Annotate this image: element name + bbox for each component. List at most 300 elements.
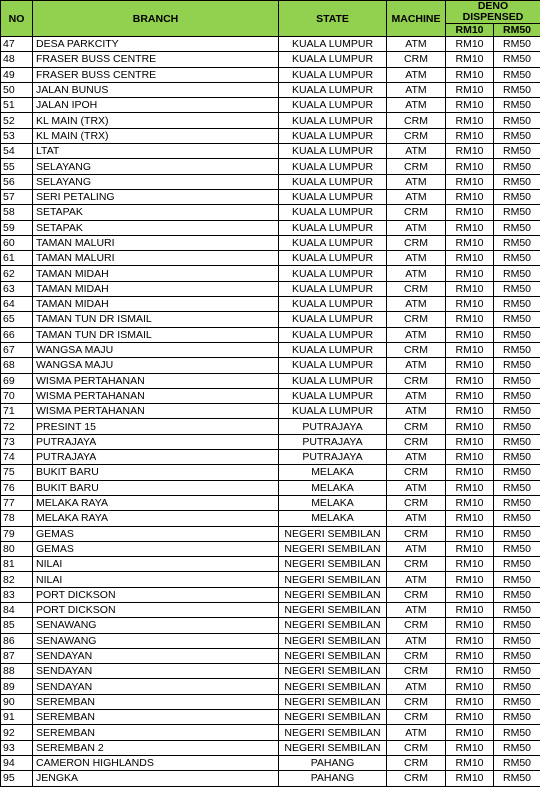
table-row	[1, 572, 540, 587]
cell-branch: SEREMBAN	[33, 725, 279, 740]
cell-machine: ATM	[387, 572, 446, 587]
cell-branch: PUTRAJAYA	[33, 450, 279, 465]
cell-branch: MELAKA RAYA	[33, 511, 279, 526]
table-row	[1, 144, 540, 159]
cell-branch: WANGSA MAJU	[33, 358, 279, 373]
table-row	[1, 633, 540, 648]
table-row	[1, 52, 540, 67]
table-row	[1, 404, 540, 419]
cell-branch: BUKIT BARU	[33, 465, 279, 480]
cell-machine: CRM	[387, 618, 446, 633]
table-row	[1, 618, 540, 633]
table-row	[1, 113, 540, 128]
table-row	[1, 648, 540, 663]
cell-no: 71	[1, 404, 33, 419]
cell-branch: SETAPAK	[33, 220, 279, 235]
cell-branch: TAMAN MALURI	[33, 251, 279, 266]
table-row	[1, 755, 540, 770]
cell-state: PUTRAJAYA	[279, 434, 387, 449]
table-row	[1, 128, 540, 143]
cell-state: NEGERI SEMBILAN	[279, 664, 387, 679]
table-body	[1, 37, 540, 787]
cell-branch: PRESINT 15	[33, 419, 279, 434]
cell-branch: SENAWANG	[33, 633, 279, 648]
cell-state: KUALA LUMPUR	[279, 312, 387, 327]
cell-rm10: RM10	[446, 450, 494, 465]
cell-rm10: RM10	[446, 618, 494, 633]
header-deno-line2: DISPENSED	[463, 11, 524, 23]
cell-machine: CRM	[387, 205, 446, 220]
header-deno-line1: DENO	[478, 1, 508, 13]
cell-branch: SENAWANG	[33, 618, 279, 633]
cell-rm10: RM10	[446, 281, 494, 296]
cell-branch: WISMA PERTAHANAN	[33, 373, 279, 388]
cell-rm10: RM10	[446, 67, 494, 82]
cell-rm50: RM50	[494, 37, 540, 52]
cell-branch: SEREMBAN	[33, 710, 279, 725]
cell-no: 85	[1, 618, 33, 633]
table-row	[1, 557, 540, 572]
cell-branch: PUTRAJAYA	[33, 434, 279, 449]
cell-rm50: RM50	[494, 587, 540, 602]
cell-state: KUALA LUMPUR	[279, 67, 387, 82]
cell-no: 52	[1, 113, 33, 128]
cell-branch: GEMAS	[33, 526, 279, 541]
cell-rm50: RM50	[494, 419, 540, 434]
cell-state: MELAKA	[279, 511, 387, 526]
cell-rm50: RM50	[494, 648, 540, 663]
cell-state: NEGERI SEMBILAN	[279, 633, 387, 648]
cell-machine: ATM	[387, 67, 446, 82]
table-row	[1, 495, 540, 510]
cell-no: 73	[1, 434, 33, 449]
cell-no: 81	[1, 557, 33, 572]
cell-state: KUALA LUMPUR	[279, 205, 387, 220]
cell-no: 61	[1, 251, 33, 266]
cell-branch: SENDAYAN	[33, 664, 279, 679]
table-row	[1, 251, 540, 266]
cell-state: KUALA LUMPUR	[279, 82, 387, 97]
table-row	[1, 98, 540, 113]
cell-machine: ATM	[387, 679, 446, 694]
table-row	[1, 159, 540, 174]
cell-state: NEGERI SEMBILAN	[279, 526, 387, 541]
cell-rm10: RM10	[446, 710, 494, 725]
cell-rm10: RM10	[446, 266, 494, 281]
cell-machine: ATM	[387, 602, 446, 617]
cell-state: NEGERI SEMBILAN	[279, 557, 387, 572]
cell-no: 83	[1, 587, 33, 602]
cell-branch: KL MAIN (TRX)	[33, 128, 279, 143]
cell-machine: ATM	[387, 541, 446, 556]
cell-machine: CRM	[387, 526, 446, 541]
cell-rm10: RM10	[446, 771, 494, 786]
header-rm50: RM50	[494, 24, 540, 37]
cell-rm10: RM10	[446, 37, 494, 52]
cell-machine: ATM	[387, 725, 446, 740]
cell-rm50: RM50	[494, 266, 540, 281]
table-row	[1, 235, 540, 250]
cell-state: KUALA LUMPUR	[279, 358, 387, 373]
cell-state: KUALA LUMPUR	[279, 159, 387, 174]
cell-no: 65	[1, 312, 33, 327]
header-rm10: RM10	[446, 24, 494, 37]
table-row	[1, 358, 540, 373]
cell-machine: ATM	[387, 327, 446, 342]
cell-state: KUALA LUMPUR	[279, 404, 387, 419]
cell-rm10: RM10	[446, 648, 494, 663]
cell-machine: CRM	[387, 419, 446, 434]
cell-no: 67	[1, 342, 33, 357]
cell-branch: KL MAIN (TRX)	[33, 113, 279, 128]
cell-rm50: RM50	[494, 679, 540, 694]
cell-rm10: RM10	[446, 373, 494, 388]
cell-state: KUALA LUMPUR	[279, 235, 387, 250]
cell-no: 70	[1, 388, 33, 403]
table-row	[1, 342, 540, 357]
cell-machine: ATM	[387, 480, 446, 495]
cell-rm50: RM50	[494, 694, 540, 709]
cell-state: NEGERI SEMBILAN	[279, 618, 387, 633]
cell-no: 93	[1, 740, 33, 755]
cell-machine: ATM	[387, 358, 446, 373]
cell-no: 69	[1, 373, 33, 388]
cell-rm10: RM10	[446, 694, 494, 709]
cell-state: KUALA LUMPUR	[279, 37, 387, 52]
cell-machine: ATM	[387, 404, 446, 419]
cell-rm10: RM10	[446, 725, 494, 740]
cell-state: KUALA LUMPUR	[279, 297, 387, 312]
cell-machine: CRM	[387, 648, 446, 663]
cell-rm50: RM50	[494, 281, 540, 296]
table-row	[1, 664, 540, 679]
cell-branch: TAMAN MIDAH	[33, 297, 279, 312]
cell-no: 86	[1, 633, 33, 648]
cell-rm10: RM10	[446, 633, 494, 648]
cell-rm10: RM10	[446, 587, 494, 602]
cell-rm50: RM50	[494, 82, 540, 97]
cell-rm10: RM10	[446, 434, 494, 449]
cell-rm50: RM50	[494, 189, 540, 204]
cell-machine: ATM	[387, 174, 446, 189]
table-row	[1, 174, 540, 189]
cell-branch: TAMAN MIDAH	[33, 266, 279, 281]
table-row	[1, 465, 540, 480]
table-row	[1, 740, 540, 755]
cell-rm50: RM50	[494, 450, 540, 465]
cell-no: 55	[1, 159, 33, 174]
cell-branch: PORT DICKSON	[33, 587, 279, 602]
cell-branch: NILAI	[33, 557, 279, 572]
cell-machine: ATM	[387, 98, 446, 113]
cell-machine: CRM	[387, 113, 446, 128]
cell-rm10: RM10	[446, 205, 494, 220]
cell-state: KUALA LUMPUR	[279, 220, 387, 235]
cell-state: NEGERI SEMBILAN	[279, 679, 387, 694]
cell-state: KUALA LUMPUR	[279, 174, 387, 189]
cell-branch: CAMERON HIGHLANDS	[33, 755, 279, 770]
cell-machine: CRM	[387, 159, 446, 174]
cell-no: 92	[1, 725, 33, 740]
cell-rm50: RM50	[494, 602, 540, 617]
cell-state: KUALA LUMPUR	[279, 281, 387, 296]
cell-machine: CRM	[387, 587, 446, 602]
table-row	[1, 281, 540, 296]
cell-state: PAHANG	[279, 755, 387, 770]
cell-rm10: RM10	[446, 297, 494, 312]
cell-rm50: RM50	[494, 434, 540, 449]
cell-state: MELAKA	[279, 480, 387, 495]
cell-branch: NILAI	[33, 572, 279, 587]
cell-rm50: RM50	[494, 312, 540, 327]
cell-state: NEGERI SEMBILAN	[279, 572, 387, 587]
cell-state: KUALA LUMPUR	[279, 98, 387, 113]
cell-rm10: RM10	[446, 52, 494, 67]
cell-no: 68	[1, 358, 33, 373]
table-row	[1, 511, 540, 526]
cell-rm50: RM50	[494, 67, 540, 82]
cell-machine: CRM	[387, 495, 446, 510]
table-row	[1, 67, 540, 82]
cell-branch: SENDAYAN	[33, 679, 279, 694]
cell-rm50: RM50	[494, 465, 540, 480]
cell-rm10: RM10	[446, 755, 494, 770]
table-row	[1, 266, 540, 281]
cell-rm10: RM10	[446, 572, 494, 587]
cell-rm50: RM50	[494, 373, 540, 388]
cell-no: 88	[1, 664, 33, 679]
cell-rm10: RM10	[446, 312, 494, 327]
cell-rm50: RM50	[494, 342, 540, 357]
header-machine: MACHINE	[387, 1, 446, 37]
cell-state: KUALA LUMPUR	[279, 52, 387, 67]
header-state: STATE	[279, 1, 387, 37]
table-row	[1, 434, 540, 449]
cell-state: KUALA LUMPUR	[279, 266, 387, 281]
cell-branch: SENDAYAN	[33, 648, 279, 663]
cell-machine: CRM	[387, 128, 446, 143]
cell-rm50: RM50	[494, 725, 540, 740]
cell-state: NEGERI SEMBILAN	[279, 710, 387, 725]
cell-machine: CRM	[387, 755, 446, 770]
cell-rm10: RM10	[446, 511, 494, 526]
cell-state: KUALA LUMPUR	[279, 189, 387, 204]
cell-machine: ATM	[387, 251, 446, 266]
cell-rm50: RM50	[494, 52, 540, 67]
cell-machine: ATM	[387, 511, 446, 526]
table-row	[1, 419, 540, 434]
cell-rm50: RM50	[494, 205, 540, 220]
cell-no: 84	[1, 602, 33, 617]
cell-rm10: RM10	[446, 113, 494, 128]
cell-rm50: RM50	[494, 251, 540, 266]
cell-branch: MELAKA RAYA	[33, 495, 279, 510]
table-row	[1, 710, 540, 725]
cell-machine: CRM	[387, 694, 446, 709]
cell-branch: DESA PARKCITY	[33, 37, 279, 52]
cell-rm10: RM10	[446, 220, 494, 235]
cell-machine: CRM	[387, 740, 446, 755]
cell-rm10: RM10	[446, 342, 494, 357]
cell-branch: JALAN IPOH	[33, 98, 279, 113]
cell-rm50: RM50	[494, 235, 540, 250]
cell-no: 56	[1, 174, 33, 189]
cell-rm10: RM10	[446, 82, 494, 97]
cell-branch: SETAPAK	[33, 205, 279, 220]
table-row	[1, 602, 540, 617]
cell-rm50: RM50	[494, 664, 540, 679]
cell-machine: ATM	[387, 388, 446, 403]
cell-rm50: RM50	[494, 128, 540, 143]
cell-state: KUALA LUMPUR	[279, 128, 387, 143]
table-row	[1, 220, 540, 235]
cell-machine: ATM	[387, 144, 446, 159]
cell-rm10: RM10	[446, 664, 494, 679]
cell-state: NEGERI SEMBILAN	[279, 740, 387, 755]
cell-machine: CRM	[387, 557, 446, 572]
table-row	[1, 82, 540, 97]
cell-branch: TAMAN MIDAH	[33, 281, 279, 296]
cell-machine: ATM	[387, 297, 446, 312]
table-header	[1, 1, 540, 37]
cell-rm50: RM50	[494, 480, 540, 495]
cell-branch: SEREMBAN 2	[33, 740, 279, 755]
cell-no: 75	[1, 465, 33, 480]
cell-no: 59	[1, 220, 33, 235]
cell-machine: CRM	[387, 312, 446, 327]
cell-rm50: RM50	[494, 710, 540, 725]
cell-rm50: RM50	[494, 633, 540, 648]
table-row	[1, 37, 540, 52]
cell-branch: SERI PETALING	[33, 189, 279, 204]
cell-rm50: RM50	[494, 297, 540, 312]
cell-no: 47	[1, 37, 33, 52]
cell-rm10: RM10	[446, 189, 494, 204]
table-row	[1, 373, 540, 388]
cell-no: 74	[1, 450, 33, 465]
cell-branch: SELAYANG	[33, 159, 279, 174]
cell-branch: TAMAN TUN DR ISMAIL	[33, 327, 279, 342]
cell-rm10: RM10	[446, 480, 494, 495]
cell-rm10: RM10	[446, 495, 494, 510]
table-row	[1, 725, 540, 740]
cell-rm10: RM10	[446, 327, 494, 342]
table-row	[1, 450, 540, 465]
cell-rm10: RM10	[446, 235, 494, 250]
cell-rm10: RM10	[446, 159, 494, 174]
cell-state: NEGERI SEMBILAN	[279, 694, 387, 709]
cell-rm50: RM50	[494, 526, 540, 541]
cell-no: 51	[1, 98, 33, 113]
cell-rm50: RM50	[494, 113, 540, 128]
cell-branch: FRASER BUSS CENTRE	[33, 52, 279, 67]
cell-no: 54	[1, 144, 33, 159]
cell-state: KUALA LUMPUR	[279, 251, 387, 266]
cell-rm50: RM50	[494, 541, 540, 556]
cell-branch: PORT DICKSON	[33, 602, 279, 617]
cell-state: PAHANG	[279, 771, 387, 786]
cell-machine: CRM	[387, 281, 446, 296]
cell-branch: GEMAS	[33, 541, 279, 556]
cell-rm50: RM50	[494, 220, 540, 235]
cell-no: 60	[1, 235, 33, 250]
cell-no: 72	[1, 419, 33, 434]
cell-rm50: RM50	[494, 618, 540, 633]
cell-rm10: RM10	[446, 358, 494, 373]
cell-no: 79	[1, 526, 33, 541]
cell-machine: CRM	[387, 710, 446, 725]
cell-machine: CRM	[387, 664, 446, 679]
cell-no: 58	[1, 205, 33, 220]
cell-rm50: RM50	[494, 557, 540, 572]
cell-machine: CRM	[387, 465, 446, 480]
table-row	[1, 526, 540, 541]
header-deno-dispensed	[446, 1, 540, 24]
table-row	[1, 771, 540, 786]
header-no: NO	[1, 1, 33, 37]
cell-rm10: RM10	[446, 465, 494, 480]
table-row	[1, 312, 540, 327]
cell-machine: ATM	[387, 450, 446, 465]
cell-rm50: RM50	[494, 174, 540, 189]
cell-machine: ATM	[387, 220, 446, 235]
cell-machine: CRM	[387, 235, 446, 250]
cell-state: PUTRAJAYA	[279, 450, 387, 465]
cell-no: 80	[1, 541, 33, 556]
cell-no: 57	[1, 189, 33, 204]
cell-rm50: RM50	[494, 511, 540, 526]
cell-rm50: RM50	[494, 755, 540, 770]
cell-branch: FRASER BUSS CENTRE	[33, 67, 279, 82]
cell-no: 62	[1, 266, 33, 281]
cell-rm10: RM10	[446, 251, 494, 266]
cell-state: NEGERI SEMBILAN	[279, 648, 387, 663]
cell-no: 78	[1, 511, 33, 526]
cell-state: KUALA LUMPUR	[279, 144, 387, 159]
cell-no: 76	[1, 480, 33, 495]
cell-no: 89	[1, 679, 33, 694]
cell-no: 64	[1, 297, 33, 312]
cell-rm50: RM50	[494, 388, 540, 403]
cell-rm10: RM10	[446, 541, 494, 556]
cell-rm10: RM10	[446, 98, 494, 113]
cell-state: KUALA LUMPUR	[279, 342, 387, 357]
cell-no: 48	[1, 52, 33, 67]
cell-machine: CRM	[387, 342, 446, 357]
cell-state: MELAKA	[279, 495, 387, 510]
table-row	[1, 297, 540, 312]
table-row	[1, 694, 540, 709]
cell-no: 82	[1, 572, 33, 587]
cell-state: NEGERI SEMBILAN	[279, 725, 387, 740]
cell-no: 91	[1, 710, 33, 725]
cell-no: 53	[1, 128, 33, 143]
cell-rm10: RM10	[446, 174, 494, 189]
cell-state: PUTRAJAYA	[279, 419, 387, 434]
header-branch: BRANCH	[33, 1, 279, 37]
cell-rm10: RM10	[446, 526, 494, 541]
cell-no: 87	[1, 648, 33, 663]
table-row	[1, 327, 540, 342]
cell-rm50: RM50	[494, 771, 540, 786]
cell-rm50: RM50	[494, 159, 540, 174]
table-row	[1, 388, 540, 403]
cell-rm10: RM10	[446, 602, 494, 617]
cell-machine: ATM	[387, 189, 446, 204]
cell-branch: BUKIT BARU	[33, 480, 279, 495]
cell-branch: TAMAN TUN DR ISMAIL	[33, 312, 279, 327]
cell-branch: SELAYANG	[33, 174, 279, 189]
